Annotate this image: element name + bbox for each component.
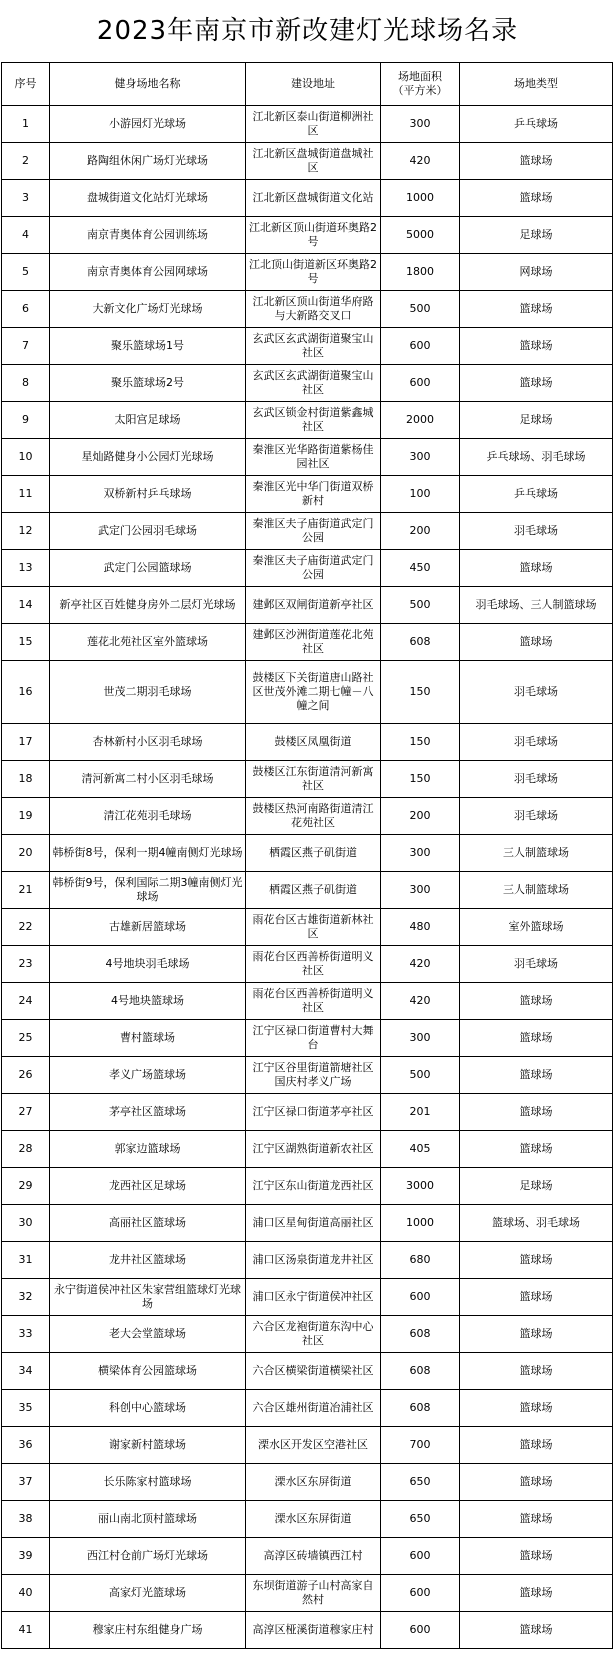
address: 浦口区汤泉街道龙井社区	[246, 1242, 381, 1279]
row-index: 26	[2, 1057, 50, 1094]
address: 浦口区永宁街道侯冲社区	[246, 1279, 381, 1316]
area: 100	[381, 476, 460, 513]
table-row	[2, 1094, 613, 1131]
area: 1000	[381, 180, 460, 217]
venue-type: 篮球场	[460, 1131, 613, 1168]
address: 溧水区开发区空港社区	[246, 1427, 381, 1464]
table-row	[2, 291, 613, 328]
address: 溧水区东屏街道	[246, 1501, 381, 1538]
row-index: 21	[2, 872, 50, 909]
venue-type: 篮球场	[460, 1279, 613, 1316]
venue-name: 郭家边篮球场	[50, 1131, 246, 1168]
venue-type: 篮球场	[460, 143, 613, 180]
area: 600	[381, 365, 460, 402]
table-row	[2, 983, 613, 1020]
area: 405	[381, 1131, 460, 1168]
area: 300	[381, 439, 460, 476]
venue-type: 篮球场	[460, 1316, 613, 1353]
header-venue-type: 场地类型	[460, 63, 613, 106]
row-index: 24	[2, 983, 50, 1020]
area: 608	[381, 624, 460, 661]
address: 玄武区玄武湖街道聚宝山社区	[246, 328, 381, 365]
document-title: 2023年南京市新改建灯光球场名录	[96, 16, 519, 46]
area: 608	[381, 1390, 460, 1427]
venue-type: 室外篮球场	[460, 909, 613, 946]
venue-type: 篮球场	[460, 1575, 613, 1612]
venue-type: 三人制篮球场	[460, 835, 613, 872]
venue-name: 太阳宫足球场	[50, 402, 246, 439]
header-address: 建设地址	[246, 63, 381, 106]
table-row	[2, 587, 613, 624]
row-index: 30	[2, 1205, 50, 1242]
area: 600	[381, 328, 460, 365]
table-row	[2, 909, 613, 946]
venue-name: 盘城街道文化站灯光球场	[50, 180, 246, 217]
row-index: 33	[2, 1316, 50, 1353]
venue-type: 篮球场	[460, 1242, 613, 1279]
area: 608	[381, 1316, 460, 1353]
venue-type: 羽毛球场	[460, 946, 613, 983]
row-index: 10	[2, 439, 50, 476]
venue-name: 杏林新村小区羽毛球场	[50, 724, 246, 761]
venue-type: 羽毛球场	[460, 661, 613, 724]
address: 栖霞区燕子矶街道	[246, 872, 381, 909]
venue-type: 网球场	[460, 254, 613, 291]
table-row	[2, 1464, 613, 1501]
row-index: 2	[2, 143, 50, 180]
address: 溧水区东屏街道	[246, 1464, 381, 1501]
area: 500	[381, 291, 460, 328]
row-index: 14	[2, 587, 50, 624]
address: 秦淮区夫子庙街道武定门公园	[246, 550, 381, 587]
row-index: 27	[2, 1094, 50, 1131]
venue-type: 篮球场、羽毛球场	[460, 1205, 613, 1242]
venue-name: 龙井社区篮球场	[50, 1242, 246, 1279]
venue-name: 科创中心篮球场	[50, 1390, 246, 1427]
venue-name: 星灿路健身小公园灯光球场	[50, 439, 246, 476]
header-area: 场地面积 （平方米）	[381, 63, 460, 106]
area: 3000	[381, 1168, 460, 1205]
address: 江北新区泰山街道柳洲社区	[246, 106, 381, 143]
table-row	[2, 217, 613, 254]
table-row	[2, 1353, 613, 1390]
row-index: 4	[2, 217, 50, 254]
venue-name: 横梁体育公园篮球场	[50, 1353, 246, 1390]
row-index: 36	[2, 1427, 50, 1464]
venue-type: 羽毛球场	[460, 798, 613, 835]
venue-name: 双桥新村乒乓球场	[50, 476, 246, 513]
area: 420	[381, 983, 460, 1020]
address: 浦口区星甸街道高丽社区	[246, 1205, 381, 1242]
venue-type: 乒乓球场、羽毛球场	[460, 439, 613, 476]
address: 江北新区盘城街道盘城社区	[246, 143, 381, 180]
venue-name: 孝义广场篮球场	[50, 1057, 246, 1094]
row-index: 19	[2, 798, 50, 835]
table-row	[2, 476, 613, 513]
address: 雨花台区西善桥街道明义社区	[246, 946, 381, 983]
venue-name: 世茂二期羽毛球场	[50, 661, 246, 724]
area: 2000	[381, 402, 460, 439]
area: 150	[381, 724, 460, 761]
area: 650	[381, 1501, 460, 1538]
venue-name: 穆家庄村东组健身广场	[50, 1612, 246, 1649]
row-index: 41	[2, 1612, 50, 1649]
venue-type: 篮球场	[460, 1390, 613, 1427]
venue-name: 武定门公园羽毛球场	[50, 513, 246, 550]
address: 江宁区湖熟街道新农社区	[246, 1131, 381, 1168]
table-row	[2, 798, 613, 835]
table-row	[2, 1020, 613, 1057]
row-index: 18	[2, 761, 50, 798]
address: 建邺区双闸街道新亭社区	[246, 587, 381, 624]
table-row	[2, 1057, 613, 1094]
area: 300	[381, 872, 460, 909]
area: 600	[381, 1575, 460, 1612]
row-index: 37	[2, 1464, 50, 1501]
venue-name: 龙西社区足球场	[50, 1168, 246, 1205]
area: 680	[381, 1242, 460, 1279]
venue-name: 聚乐篮球场1号	[50, 328, 246, 365]
row-index: 23	[2, 946, 50, 983]
address: 鼓楼区热河南路街道清江花苑社区	[246, 798, 381, 835]
table-row	[2, 1538, 613, 1575]
table-row	[2, 1279, 613, 1316]
row-index: 7	[2, 328, 50, 365]
table-row	[2, 1242, 613, 1279]
address: 江宁区谷里街道箭塘社区国庆村孝义广场	[246, 1057, 381, 1094]
venue-name: 清江花苑羽毛球场	[50, 798, 246, 835]
area: 300	[381, 835, 460, 872]
address: 玄武区玄武湖街道聚宝山社区	[246, 365, 381, 402]
address: 东坝街道游子山村高家自然村	[246, 1575, 381, 1612]
address: 雨花台区西善桥街道明义社区	[246, 983, 381, 1020]
venue-type: 足球场	[460, 217, 613, 254]
table-row	[2, 1205, 613, 1242]
venue-type: 篮球场	[460, 1057, 613, 1094]
address: 六合区雄州街道冶浦社区	[246, 1390, 381, 1427]
venue-name: 谢家新村篮球场	[50, 1427, 246, 1464]
table-row	[2, 1575, 613, 1612]
address: 秦淮区光中华门街道双桥新村	[246, 476, 381, 513]
address: 江宁区东山街道龙西社区	[246, 1168, 381, 1205]
address: 雨花台区古雄街道新林社区	[246, 909, 381, 946]
table-row	[2, 661, 613, 724]
venue-type: 篮球场	[460, 1538, 613, 1575]
area: 600	[381, 1538, 460, 1575]
venue-name: 西江村仓前广场灯光球场	[50, 1538, 246, 1575]
venue-name: 高丽社区篮球场	[50, 1205, 246, 1242]
venue-name: 4号地块羽毛球场	[50, 946, 246, 983]
row-index: 1	[2, 106, 50, 143]
row-index: 12	[2, 513, 50, 550]
row-index: 17	[2, 724, 50, 761]
address: 江北新区顶山街道环奥路2号	[246, 217, 381, 254]
row-index: 16	[2, 661, 50, 724]
address: 江宁区禄口街道曹村大舞台	[246, 1020, 381, 1057]
row-index: 34	[2, 1353, 50, 1390]
address: 秦淮区光华路街道紫杨佳园社区	[246, 439, 381, 476]
area: 300	[381, 106, 460, 143]
address: 栖霞区燕子矶街道	[246, 835, 381, 872]
row-index: 25	[2, 1020, 50, 1057]
area: 600	[381, 1279, 460, 1316]
area: 450	[381, 550, 460, 587]
venue-name: 南京青奥体育公园训练场	[50, 217, 246, 254]
venue-name: 永宁街道侯冲社区朱家营组篮球灯光球场	[50, 1279, 246, 1316]
venue-type: 篮球场	[460, 180, 613, 217]
header-index: 序号	[2, 63, 50, 106]
venue-type: 篮球场	[460, 291, 613, 328]
table-row	[2, 1427, 613, 1464]
area: 500	[381, 587, 460, 624]
area: 480	[381, 909, 460, 946]
table-row	[2, 254, 613, 291]
venue-type: 篮球场	[460, 983, 613, 1020]
venue-name: 路陶组休闲广场灯光球场	[50, 143, 246, 180]
venue-type: 篮球场	[460, 365, 613, 402]
venue-type: 足球场	[460, 1168, 613, 1205]
venue-name: 4号地块篮球场	[50, 983, 246, 1020]
address: 高淳区桠溪街道穆家庄村	[246, 1612, 381, 1649]
area: 608	[381, 1353, 460, 1390]
address: 建邺区沙洲街道莲花北苑社区	[246, 624, 381, 661]
address: 鼓楼区江东街道清河新寓社区	[246, 761, 381, 798]
table-row	[2, 1168, 613, 1205]
row-index: 40	[2, 1575, 50, 1612]
table-body	[2, 106, 613, 1649]
area: 200	[381, 513, 460, 550]
row-index: 29	[2, 1168, 50, 1205]
venue-name: 高家灯光篮球场	[50, 1575, 246, 1612]
row-index: 31	[2, 1242, 50, 1279]
row-index: 6	[2, 291, 50, 328]
row-index: 8	[2, 365, 50, 402]
area: 600	[381, 1612, 460, 1649]
venue-type: 篮球场	[460, 328, 613, 365]
venue-type: 三人制篮球场	[460, 872, 613, 909]
venue-type: 羽毛球场	[460, 513, 613, 550]
row-index: 28	[2, 1131, 50, 1168]
area: 500	[381, 1057, 460, 1094]
court-table	[1, 62, 613, 1649]
venue-name: 小游园灯光球场	[50, 106, 246, 143]
address: 秦淮区夫子庙街道武定门公园	[246, 513, 381, 550]
row-index: 15	[2, 624, 50, 661]
venue-type: 篮球场	[460, 1020, 613, 1057]
table-row	[2, 550, 613, 587]
table-row	[2, 1390, 613, 1427]
venue-name: 韩桥街8号，保利一期4幢南侧灯光球场	[50, 835, 246, 872]
venue-type: 篮球场	[460, 1427, 613, 1464]
area: 300	[381, 1020, 460, 1057]
table-row	[2, 1316, 613, 1353]
row-index: 35	[2, 1390, 50, 1427]
row-index: 20	[2, 835, 50, 872]
row-index: 11	[2, 476, 50, 513]
venue-type: 篮球场	[460, 1612, 613, 1649]
table-row	[2, 143, 613, 180]
venue-type: 篮球场	[460, 624, 613, 661]
row-index: 5	[2, 254, 50, 291]
address: 江北新区顶山街道华府路与大新路交叉口	[246, 291, 381, 328]
address: 江北顶山街道新区环奥路2号	[246, 254, 381, 291]
venue-name: 聚乐篮球场2号	[50, 365, 246, 402]
area: 700	[381, 1427, 460, 1464]
area: 201	[381, 1094, 460, 1131]
table-row	[2, 365, 613, 402]
table-row	[2, 724, 613, 761]
venue-name: 武定门公园篮球场	[50, 550, 246, 587]
area: 150	[381, 661, 460, 724]
venue-type: 篮球场	[460, 550, 613, 587]
area: 650	[381, 1464, 460, 1501]
area: 420	[381, 946, 460, 983]
venue-name: 大新文化广场灯光球场	[50, 291, 246, 328]
venue-name: 新亭社区百姓健身房外二层灯光球场	[50, 587, 246, 624]
address: 六合区龙袍街道东沟中心社区	[246, 1316, 381, 1353]
row-index: 22	[2, 909, 50, 946]
venue-name: 莲花北苑社区室外篮球场	[50, 624, 246, 661]
row-index: 38	[2, 1501, 50, 1538]
row-index: 32	[2, 1279, 50, 1316]
venue-type: 乒乓球场	[460, 476, 613, 513]
table-row	[2, 761, 613, 798]
table-row	[2, 180, 613, 217]
venue-type: 羽毛球场	[460, 724, 613, 761]
area: 1000	[381, 1205, 460, 1242]
venue-type: 足球场	[460, 402, 613, 439]
venue-type: 羽毛球场	[460, 761, 613, 798]
address: 高淳区砖墙镇西江村	[246, 1538, 381, 1575]
address: 鼓楼区下关街道唐山路社区世茂外滩二期七幢－八幢之间	[246, 661, 381, 724]
area: 5000	[381, 217, 460, 254]
area: 1800	[381, 254, 460, 291]
venue-type: 篮球场	[460, 1094, 613, 1131]
venue-type: 羽毛球场、三人制篮球场	[460, 587, 613, 624]
venue-type: 篮球场	[460, 1501, 613, 1538]
row-index: 3	[2, 180, 50, 217]
address: 六合区横梁街道横梁社区	[246, 1353, 381, 1390]
venue-name: 老大会堂篮球场	[50, 1316, 246, 1353]
table-row	[2, 1612, 613, 1649]
table-row	[2, 872, 613, 909]
venue-name: 丽山南北顶村篮球场	[50, 1501, 246, 1538]
row-index: 39	[2, 1538, 50, 1575]
venue-name: 清河新寓二村小区羽毛球场	[50, 761, 246, 798]
table-header-row	[2, 63, 613, 106]
address: 鼓楼区凤凰街道	[246, 724, 381, 761]
address: 江宁区禄口街道茅亭社区	[246, 1094, 381, 1131]
table-row	[2, 1131, 613, 1168]
row-index: 9	[2, 402, 50, 439]
table-row	[2, 328, 613, 365]
address: 江北新区盘城街道文化站	[246, 180, 381, 217]
venue-name: 曹村篮球场	[50, 1020, 246, 1057]
area: 200	[381, 798, 460, 835]
venue-type: 篮球场	[460, 1464, 613, 1501]
area: 420	[381, 143, 460, 180]
table-row	[2, 624, 613, 661]
table-row	[2, 513, 613, 550]
venue-name: 茅亭社区篮球场	[50, 1094, 246, 1131]
venue-name: 南京青奥体育公园网球场	[50, 254, 246, 291]
table-row	[2, 1501, 613, 1538]
table-row	[2, 402, 613, 439]
venue-name: 长乐陈家村篮球场	[50, 1464, 246, 1501]
venue-type: 篮球场	[460, 1353, 613, 1390]
table-row	[2, 439, 613, 476]
venue-type: 乒乓球场	[460, 106, 613, 143]
row-index: 13	[2, 550, 50, 587]
venue-name: 韩桥街9号，保利国际二期3幢南侧灯光球场	[50, 872, 246, 909]
table-row	[2, 106, 613, 143]
table-row	[2, 946, 613, 983]
address: 玄武区锁金村街道紫鑫城社区	[246, 402, 381, 439]
header-venue-name: 健身场地名称	[50, 63, 246, 106]
area: 150	[381, 761, 460, 798]
table-row	[2, 835, 613, 872]
venue-name: 古雄新居篮球场	[50, 909, 246, 946]
